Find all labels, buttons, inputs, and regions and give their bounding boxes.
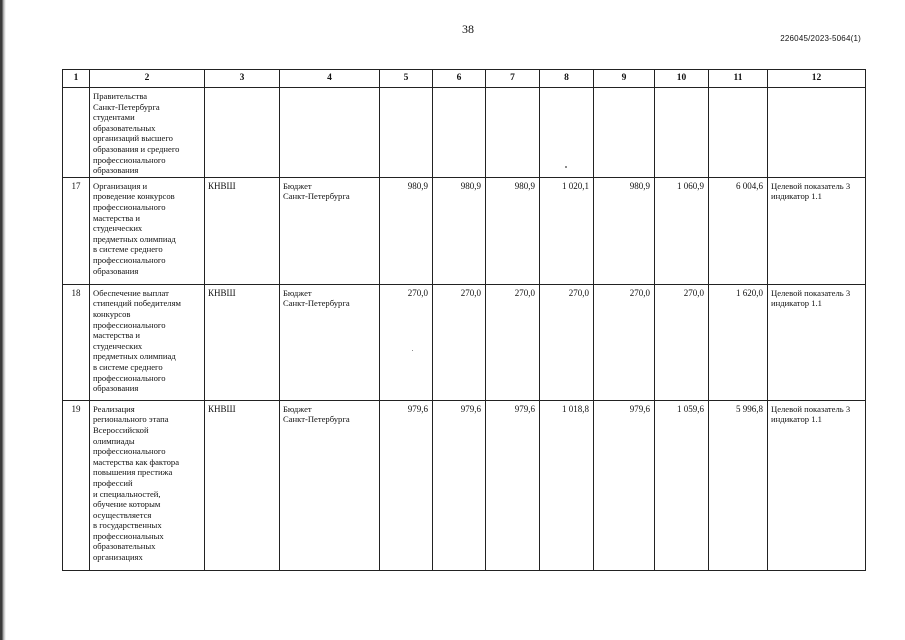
cell-value-8: 1 018,8 xyxy=(540,400,594,570)
cell-num: 19 xyxy=(63,400,90,570)
column-header-7: 7 xyxy=(486,70,540,88)
cell-value-9 xyxy=(594,88,655,178)
cell-activity-name: Организация и проведение конкурсов профессионального мастерства и студенческих предметных олимпиад в системе среднего профессионального образования xyxy=(90,177,205,284)
column-header-6: 6 xyxy=(433,70,486,88)
cell-executor xyxy=(205,88,280,178)
cell-value-10: 1 059,6 xyxy=(655,400,709,570)
column-header-3: 3 xyxy=(205,70,280,88)
cell-indicator: Целевой показатель 3 индикатор 1.1 xyxy=(768,284,866,400)
cell-value-7 xyxy=(486,88,540,178)
page-number: 38 xyxy=(462,22,474,36)
scan-speck xyxy=(565,166,567,168)
cell-value-5: 980,9 xyxy=(380,177,433,284)
table-row-continuation xyxy=(63,88,866,178)
column-header-10: 10 xyxy=(655,70,709,88)
cell-value-11 xyxy=(709,88,768,178)
cell-executor: КНВШ xyxy=(205,284,280,400)
cell-value-11: 1 620,0 xyxy=(709,284,768,400)
cell-value-11: 5 996,8 xyxy=(709,400,768,570)
cell-value-8: 270,0 xyxy=(540,284,594,400)
column-header-1: 1 xyxy=(63,70,90,88)
cell-funding-source: Бюджет Санкт-Петербурга xyxy=(280,284,380,400)
cell-funding-source: Бюджет Санкт-Петербурга xyxy=(280,400,380,570)
column-header-12: 12 xyxy=(768,70,866,88)
column-header-5: 5 xyxy=(380,70,433,88)
cell-value-8: 1 020,1 xyxy=(540,177,594,284)
cell-value-8 xyxy=(540,88,594,178)
cell-value-10: 1 060,9 xyxy=(655,177,709,284)
cell-value-5: 979,6 xyxy=(380,400,433,570)
cell-value-9: 270,0 xyxy=(594,284,655,400)
column-header-4: 4 xyxy=(280,70,380,88)
table-row xyxy=(63,400,866,570)
program-activities-table xyxy=(62,69,866,571)
cell-indicator: Целевой показатель 3 индикатор 1.1 xyxy=(768,177,866,284)
cell-executor: КНВШ xyxy=(205,400,280,570)
scan-speck xyxy=(412,350,413,351)
document-code: 226045/2023-5064(1) xyxy=(780,34,861,43)
column-header-9: 9 xyxy=(594,70,655,88)
cell-value-6: 270,0 xyxy=(433,284,486,400)
cell-value-7: 979,6 xyxy=(486,400,540,570)
column-header-11: 11 xyxy=(709,70,768,88)
table-row xyxy=(63,284,866,400)
cell-value-5 xyxy=(380,88,433,178)
cell-indicator xyxy=(768,88,866,178)
cell-value-10 xyxy=(655,88,709,178)
column-number-header-row xyxy=(63,70,866,88)
cell-num: 17 xyxy=(63,177,90,284)
cell-indicator: Целевой показатель 3 индикатор 1.1 xyxy=(768,400,866,570)
cell-value-9: 979,6 xyxy=(594,400,655,570)
cell-funding-source: Бюджет Санкт-Петербурга xyxy=(280,177,380,284)
cell-activity-name: Правительства Санкт-Петербурга студентами образовательных организаций высшего образования и среднего профессионального образования xyxy=(90,88,205,178)
table-row xyxy=(63,177,866,284)
column-header-8: 8 xyxy=(540,70,594,88)
cell-value-6: 980,9 xyxy=(433,177,486,284)
cell-value-6 xyxy=(433,88,486,178)
cell-value-6: 979,6 xyxy=(433,400,486,570)
cell-value-7: 270,0 xyxy=(486,284,540,400)
cell-num: 18 xyxy=(63,284,90,400)
cell-value-10: 270,0 xyxy=(655,284,709,400)
cell-value-9: 980,9 xyxy=(594,177,655,284)
cell-activity-name: Обеспечение выплат стипендий победителям конкурсов профессионального мастерства и студенческих предметных олимпиад в системе среднего профессионального образования xyxy=(90,284,205,400)
cell-value-5: 270,0 xyxy=(380,284,433,400)
cell-activity-name: Реализация регионального этапа Всероссийской олимпиады профессионального мастерства как фактора повышения престижа профессий и специальностей, обучение которым осуществляется в государственных профессиональных образовательных организациях xyxy=(90,400,205,570)
cell-value-7: 980,9 xyxy=(486,177,540,284)
cell-funding-source xyxy=(280,88,380,178)
cell-executor: КНВШ xyxy=(205,177,280,284)
cell-num xyxy=(63,88,90,178)
scan-edge xyxy=(0,0,6,640)
column-header-2: 2 xyxy=(90,70,205,88)
cell-value-11: 6 004,6 xyxy=(709,177,768,284)
